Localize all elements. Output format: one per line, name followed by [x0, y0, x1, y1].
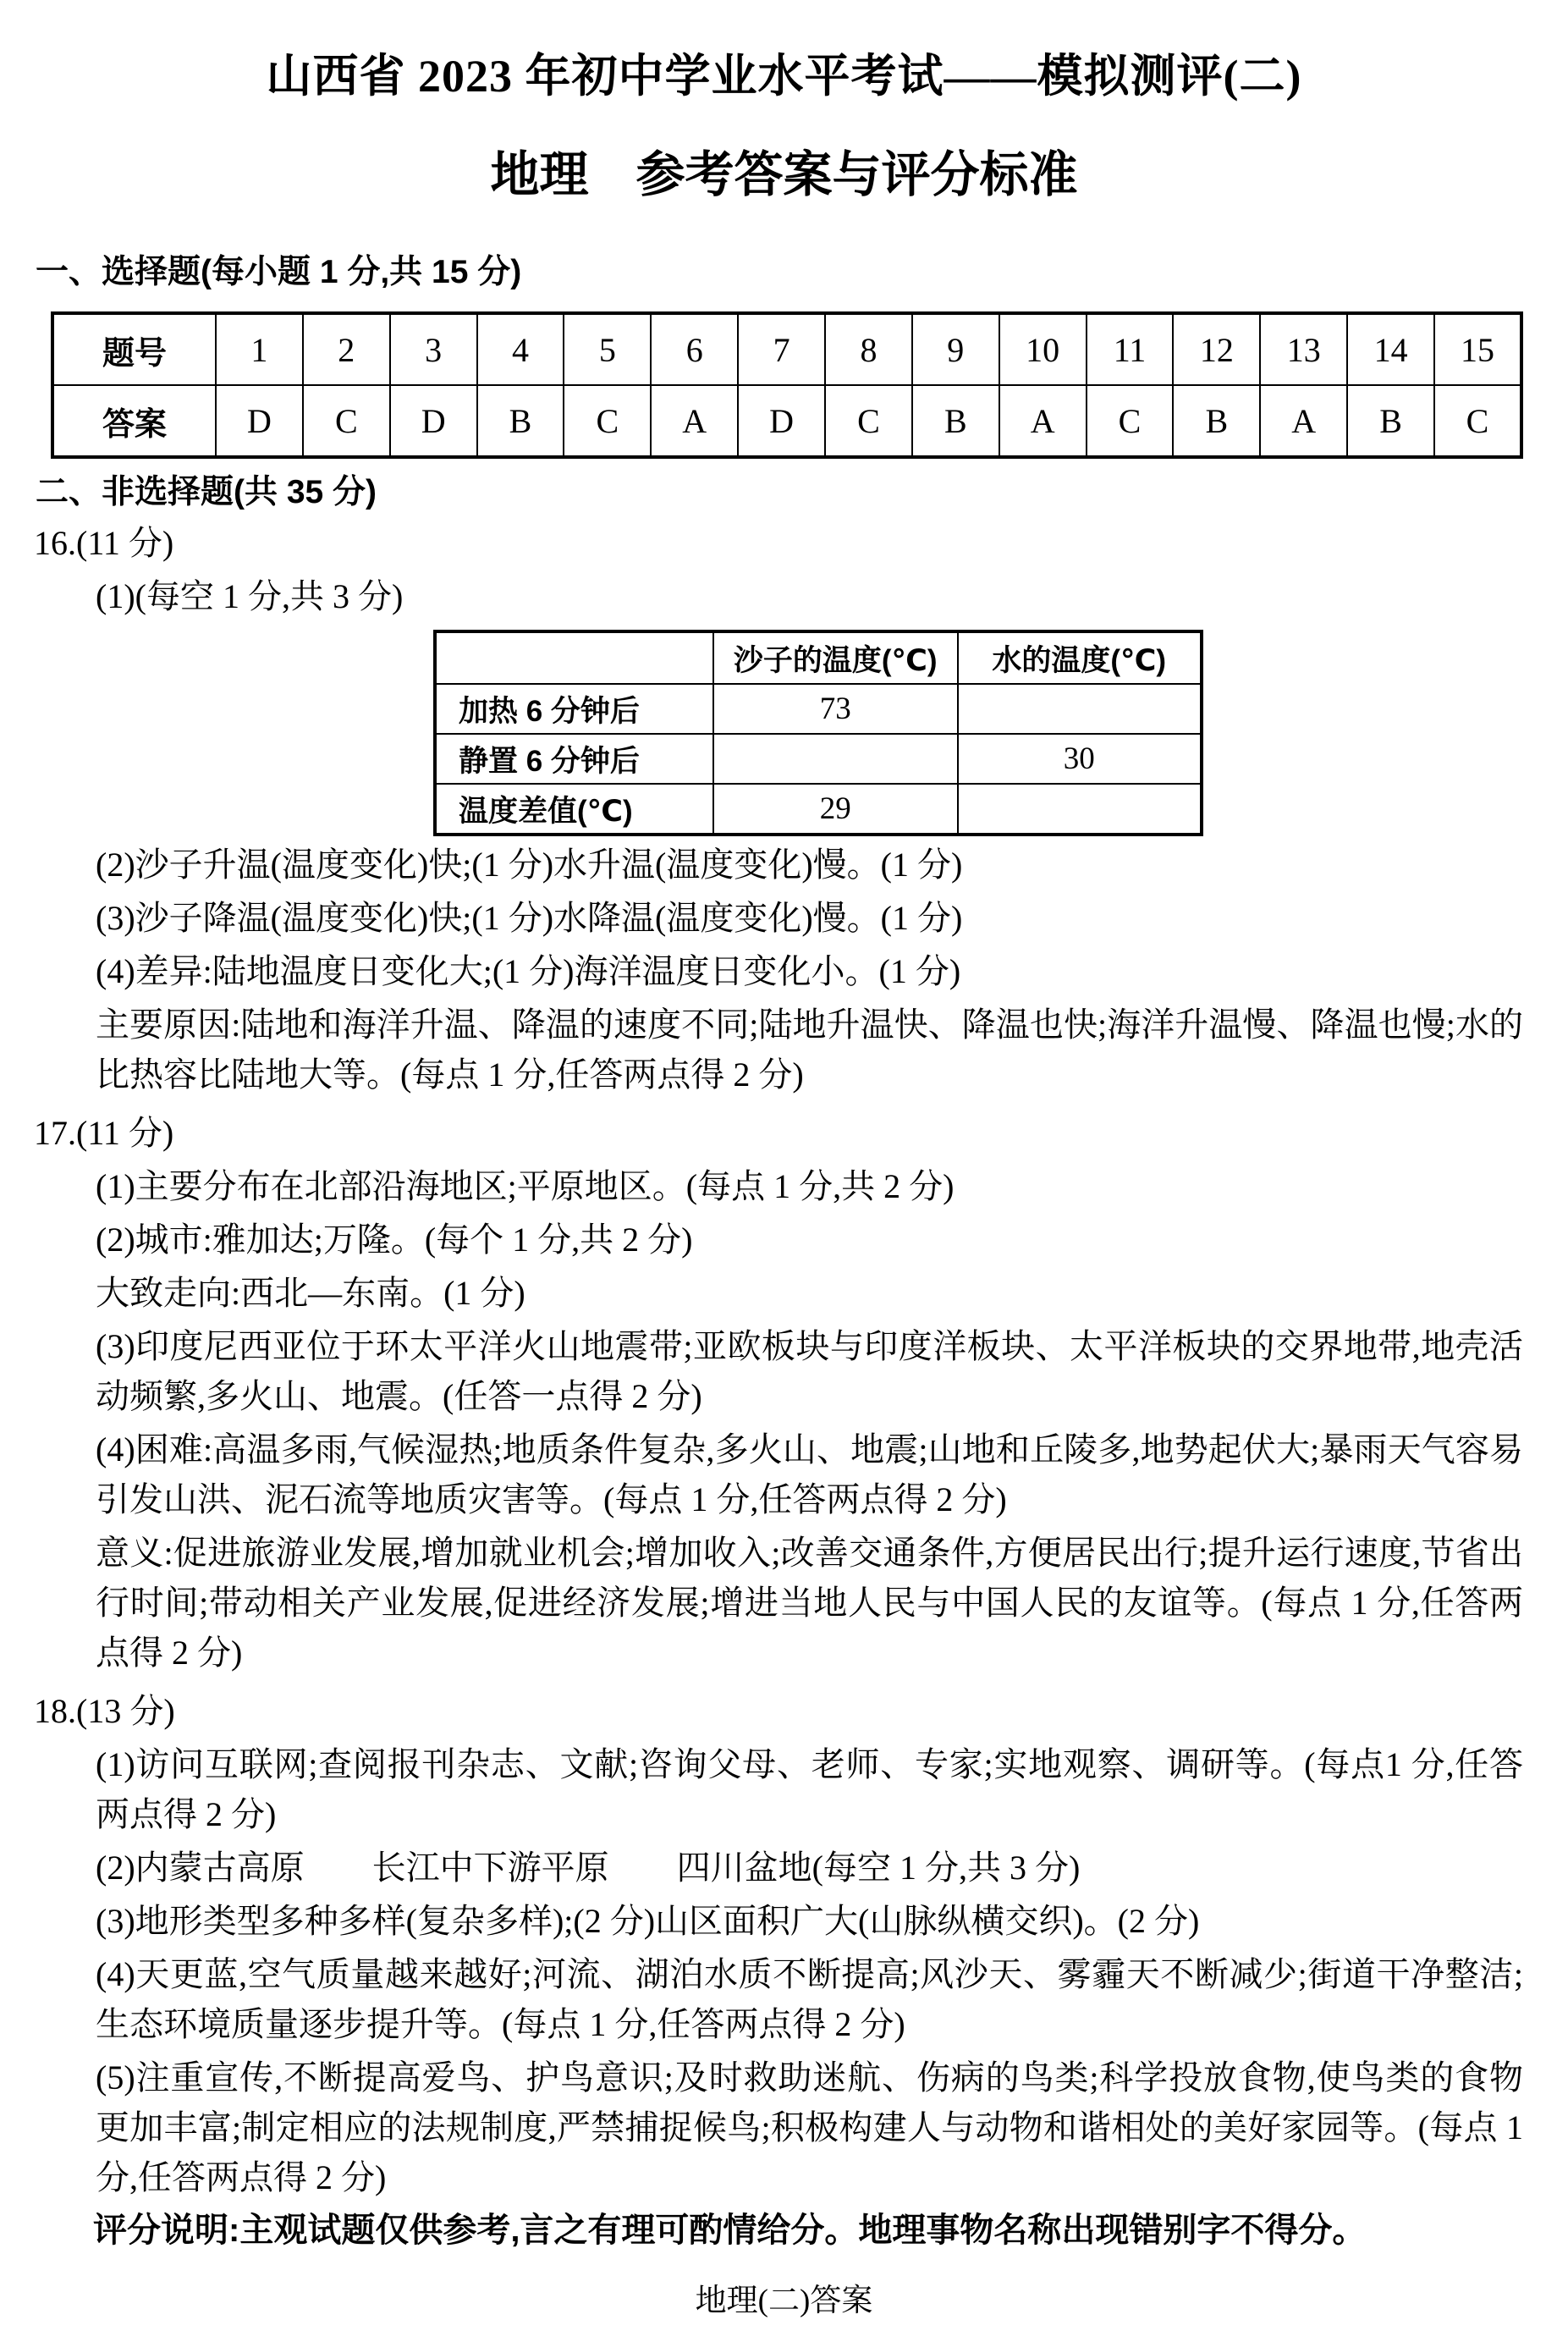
- question-number-cell: 13: [1260, 313, 1347, 385]
- answer-item: (2)城市:雅加达;万隆。(每个 1 分,共 2 分): [96, 1221, 693, 1259]
- sand-temperature-value: [713, 734, 958, 784]
- subtitle-text: 参考答案与评分标准: [635, 147, 1078, 202]
- question-number-cell: 6: [651, 313, 738, 385]
- question-number-cell: 15: [1434, 313, 1521, 385]
- answer-item: (2)沙子升温(温度变化)快;(1 分)水升温(温度变化)慢。(1 分): [96, 846, 963, 884]
- answer-cell: B: [912, 385, 999, 457]
- question-number-cell: 4: [477, 313, 564, 385]
- water-temperature-value: [958, 684, 1202, 734]
- sand-temperature-value: 29: [713, 784, 958, 835]
- answer-item: (4)差异:陆地温度日变化大;(1 分)海洋温度日变化小。(1 分): [96, 952, 961, 990]
- row-label: 加热 6 分钟后: [435, 684, 713, 734]
- answer-cell: A: [651, 385, 738, 457]
- question-number-cell: 10: [999, 313, 1087, 385]
- answer-cell: D: [738, 385, 825, 457]
- question-number: 18.(13 分): [34, 1692, 175, 1730]
- answer-item: 主要原因:陆地和海洋升温、降温的速度不同;陆地升温快、降温也快;海洋升温慢、降温也慢;水的比热容比陆地大等。(每点 1 分,任答两点得 2 分): [96, 1006, 1523, 1094]
- question-number-cell: 8: [825, 313, 912, 385]
- answer-item: (1)访问互联网;查阅报刊杂志、文献;咨询父母、老师、专家;实地观察、调研等。(每点1 分,任答两点得 2 分): [96, 1745, 1523, 1833]
- water-temperature-value: 30: [958, 734, 1202, 784]
- answer-item: (1)(每空 1 分,共 3 分): [96, 577, 404, 615]
- answer-item: (4)天更蓝,空气质量越来越好;河流、湖泊水质不断提高;风沙天、雾霾天不断减少;街道干净整洁;生态环境质量逐步提升等。(每点 1 分,任答两点得 2 分): [96, 1955, 1523, 2043]
- answer-cell: A: [1260, 385, 1347, 457]
- answer-item: (3)印度尼西亚位于环太平洋火山地震带;亚欧板块与印度洋板块、太平洋板块的交界地带,地壳活动频繁,多火山、地震。(任答一点得 2 分): [96, 1327, 1523, 1415]
- answer-row: [52, 385, 1521, 457]
- answer-item: 意义:促进旅游业发展,增加就业机会;增加收入;改善交通条件,方便居民出行;提升运行速度,节省出行时间;带动相关产业发展,促进经济发展;增进当地人民与中国人民的友谊等。(每点 1 分,任答两点得 2 分): [96, 1534, 1523, 1672]
- sand-temperature-header: 沙子的温度(℃): [713, 631, 958, 684]
- question-number-cell: 9: [912, 313, 999, 385]
- page-footer: 地理(二)答案: [695, 2284, 873, 2318]
- water-temperature-header: 水的温度(℃): [958, 631, 1202, 684]
- answer-cell: B: [1173, 385, 1260, 457]
- section-heading-choice: 一、选择题(每小题 1 分,共 15 分): [36, 254, 522, 290]
- subject-label: 地理: [490, 147, 589, 202]
- water-temperature-value: [958, 784, 1202, 835]
- question-number-cell: 3: [390, 313, 477, 385]
- answer-cell: C: [564, 385, 651, 457]
- answer-cell: C: [1434, 385, 1521, 457]
- answer-row-header: 答案: [52, 385, 216, 457]
- table-header-row: [435, 631, 1202, 684]
- question-row-header: 题号: [52, 313, 216, 385]
- answer-cell: C: [303, 385, 390, 457]
- question-number-cell: 14: [1347, 313, 1434, 385]
- page-subtitle: [0, 149, 1568, 201]
- answer-item: (1)主要分布在北部沿海地区;平原地区。(每点 1 分,共 2 分): [96, 1167, 955, 1205]
- answer-item: 大致走向:西北—东南。(1 分): [96, 1274, 525, 1312]
- answer-cell: D: [216, 385, 303, 457]
- answer-cell: D: [390, 385, 477, 457]
- sand-temperature-value: 73: [713, 684, 958, 734]
- page-title: 山西省 2023 年初中学业水平考试——模拟测评(二): [266, 51, 1302, 102]
- scoring-note: 评分说明:主观试题仅供参考,言之有理可酌情给分。地理事物名称出现错别字不得分。: [93, 2212, 1367, 2249]
- table-row: [435, 784, 1202, 835]
- question-number-cell: 7: [738, 313, 825, 385]
- question-number-cell: 5: [564, 313, 651, 385]
- choice-answer-table: [51, 311, 1523, 459]
- section-heading-non-choice: 二、非选择题(共 35 分): [36, 474, 377, 510]
- question-16: [0, 518, 1568, 1099]
- question-number: 17.(11 分): [34, 1114, 174, 1152]
- answer-cell: B: [477, 385, 564, 457]
- row-label: 温度差值(℃): [435, 784, 713, 835]
- question-number-cell: 12: [1173, 313, 1260, 385]
- question-number: 16.(11 分): [34, 524, 174, 562]
- question-number-cell: 11: [1087, 313, 1174, 385]
- temperature-table: [433, 630, 1203, 836]
- question-18: [0, 1686, 1568, 2202]
- answer-cell: B: [1347, 385, 1434, 457]
- answer-cell: C: [825, 385, 912, 457]
- corner-cell: [435, 631, 713, 684]
- answer-cell: A: [999, 385, 1087, 457]
- table-row: [435, 684, 1202, 734]
- question-17: [0, 1108, 1568, 1678]
- row-label: 静置 6 分钟后: [435, 734, 713, 784]
- answer-cell: C: [1087, 385, 1174, 457]
- question-number-cell: 2: [303, 313, 390, 385]
- table-row: [435, 734, 1202, 784]
- question-number-row: [52, 313, 1521, 385]
- answer-item: (4)困难:高温多雨,气候湿热;地质条件复杂,多火山、地震;山地和丘陵多,地势起伏大;暴雨天气容易引发山洪、泥石流等地质灾害等。(每点 1 分,任答两点得 2 分): [96, 1430, 1523, 1518]
- answer-item: (3)地形类型多种多样(复杂多样);(2 分)山区面积广大(山脉纵横交织)。(2 分): [96, 1902, 1200, 1940]
- question-number-cell: 1: [216, 313, 303, 385]
- answer-item: (2)内蒙古高原 长江中下游平原 四川盆地(每空 1 分,共 3 分): [96, 1849, 1081, 1887]
- answer-item: (3)沙子降温(温度变化)快;(1 分)水降温(温度变化)慢。(1 分): [96, 899, 963, 937]
- answer-item: (5)注重宣传,不断提高爱鸟、护鸟意识;及时救助迷航、伤病的鸟类;科学投放食物,使鸟类的食物更加丰富;制定相应的法规制度,严禁捕捉候鸟;积极构建人与动物和谐相处的美好家园等。(每点 1 分,任答两点得 2 分): [96, 2058, 1523, 2196]
